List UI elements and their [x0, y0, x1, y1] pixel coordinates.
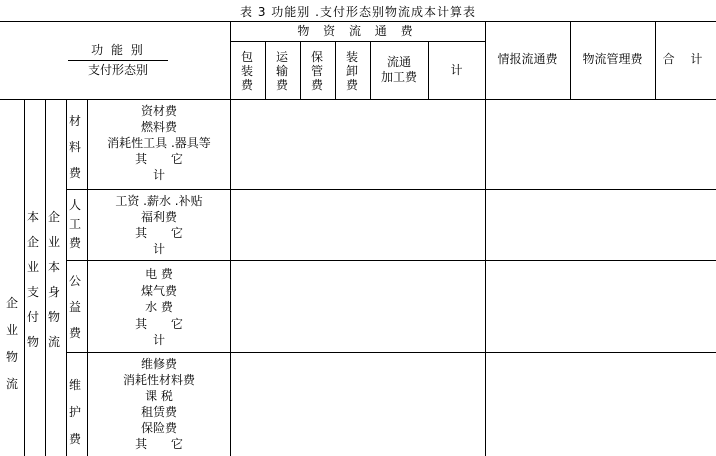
list-item: 课 税	[145, 389, 173, 403]
list-item: 福利费	[140, 210, 177, 224]
material-flow-header: 物 资 流 通 费	[297, 24, 418, 38]
vline-side-3	[66, 99, 67, 456]
transport-text: 运输费	[275, 50, 288, 92]
processing-header-line2: 加工费	[380, 70, 417, 84]
transport-header	[275, 50, 291, 92]
list-item: 电 费	[145, 267, 173, 281]
list-item: 其 它	[135, 152, 193, 166]
items-labor	[88, 193, 230, 257]
side-mid-label	[26, 205, 42, 355]
list-item: 消耗性材料费	[122, 373, 195, 387]
logistics-mgmt-header: 物流管理费	[582, 52, 643, 66]
group-label-materials-text: 材料费	[68, 114, 81, 180]
list-item: 计	[152, 333, 165, 347]
side-outer-label	[5, 290, 21, 398]
packaging-text: 包装费	[240, 50, 253, 92]
rule-header-bottom	[0, 99, 716, 100]
vline-items	[230, 21, 231, 456]
processing-header-line1: 流通	[386, 55, 411, 69]
items-materials	[88, 103, 230, 183]
packaging-header	[240, 50, 256, 92]
group-label-utilities	[68, 268, 84, 346]
rule-group-2	[66, 260, 716, 261]
group-label-labor-text: 人工费	[68, 198, 81, 250]
rule-top	[0, 21, 716, 22]
rule-material-header	[230, 41, 485, 42]
payment-form-label: 支付形态别	[87, 63, 148, 77]
side-inner-text: 企业本身物流	[47, 210, 60, 349]
total-header: 合 计	[662, 52, 709, 66]
vline-storage	[335, 41, 336, 99]
vline-material-end	[485, 21, 486, 456]
group-label-maintenance	[68, 372, 84, 453]
storage-text: 保管费	[310, 50, 323, 92]
vline-side-1	[24, 99, 25, 456]
list-item: 租赁费	[140, 405, 177, 419]
list-item: 计	[152, 242, 165, 256]
list-item: 其 它	[135, 316, 193, 331]
list-item: 维修费	[140, 357, 177, 371]
list-item: 其 它	[135, 437, 193, 451]
list-item: 资材费	[140, 104, 177, 118]
rule-group-1	[66, 189, 716, 190]
storage-header	[310, 50, 326, 92]
list-item: 煤气费	[140, 283, 177, 298]
material-subtotal-header: 计	[450, 63, 463, 77]
list-item: 燃料费	[140, 120, 177, 134]
list-item: 消耗性工具 .器具等	[107, 136, 211, 150]
list-item: 计	[152, 168, 165, 182]
items-maintenance	[88, 356, 230, 452]
table-title: 表 3 功能别 .支付形态别物流成本计算表	[240, 5, 476, 19]
list-item: 保险费	[140, 421, 177, 435]
rule-label-underline	[68, 60, 168, 61]
list-item: 水 费	[145, 300, 173, 314]
side-outer-text: 企业物流	[5, 296, 18, 391]
vline-transport	[300, 41, 301, 99]
items-utilities	[88, 266, 230, 349]
group-label-maintenance-text: 维护费	[68, 378, 81, 446]
side-inner-label	[47, 205, 63, 355]
vline-side-2	[45, 99, 46, 456]
side-mid-text: 本企业支付物	[26, 210, 39, 349]
vline-packaging	[265, 41, 266, 99]
list-item: 其 它	[135, 226, 193, 240]
list-item: 工资 .薪水 .补贴	[115, 194, 203, 208]
group-label-utilities-text: 公益费	[68, 274, 81, 340]
handling-header	[345, 50, 361, 92]
rule-group-3	[66, 352, 716, 353]
handling-text: 装卸费	[345, 50, 358, 92]
group-label-materials	[68, 108, 84, 186]
info-flow-header: 情报流通费	[497, 52, 558, 66]
group-label-labor	[68, 196, 84, 253]
function-label: 功 能 别	[91, 43, 145, 57]
